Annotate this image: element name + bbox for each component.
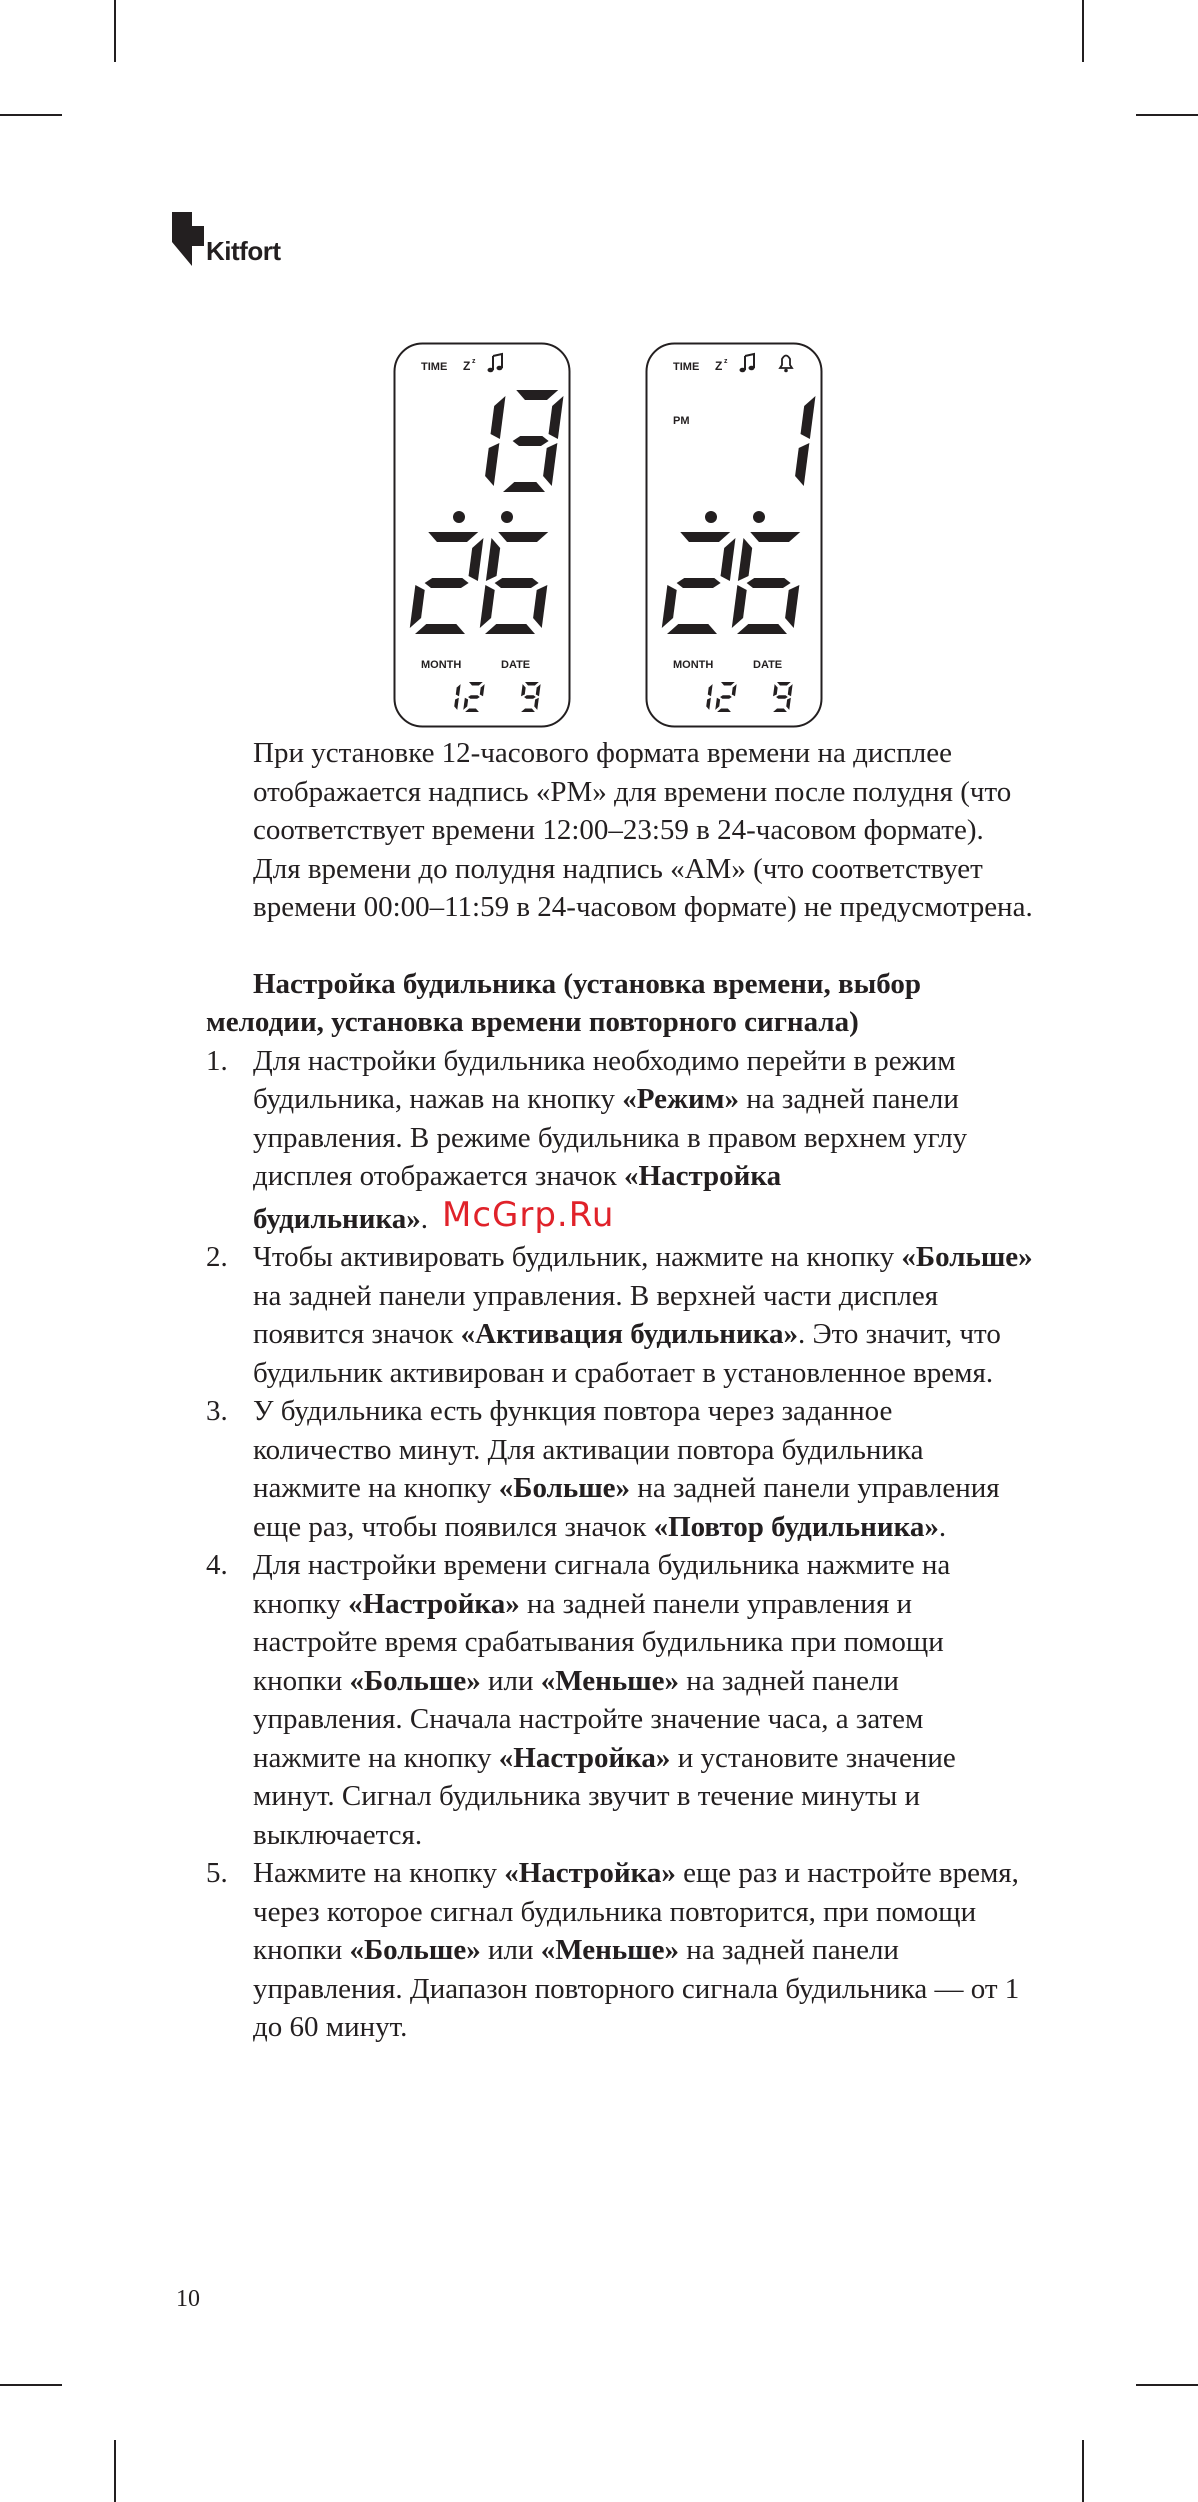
kitfort-logo-icon (170, 208, 210, 270)
item-number: 5. (206, 1857, 228, 1889)
list-item (206, 1042, 1034, 1239)
crop-mark (1136, 2384, 1198, 2386)
list-item (206, 1854, 1034, 2047)
item-text: У будильника есть функция повтора через заданное количество минут. Для активации повтора будильника нажмите на кнопку «Больше» на задней панели управления еще раз, чтобы появился значок «Повтор будильника». (253, 1395, 1000, 1543)
logo-text: Kitfort (206, 236, 281, 266)
sleep-zz-icon: Z (715, 359, 723, 373)
item-number: 4. (206, 1549, 228, 1581)
sleep-zz-icon: Z (463, 359, 471, 373)
item-text: Нажмите на кнопку «Настройка» еще раз и настройте время, через которое сигнал будильника повторится, при помощи кнопки «Больше» или «Меньше» на задней панели управления. Диапазон повторного сигнала будильника — от 1 до 60 минут. (253, 1857, 1020, 2043)
page-number: 10 (176, 2286, 200, 2312)
crop-mark (114, 0, 116, 62)
crop-mark (0, 114, 62, 116)
time-label: TIME (421, 361, 448, 373)
section-heading: Настройка будильника (установка времени, выбор мелодии, установка времени повторного сигнала) (206, 967, 922, 1038)
pm-indicator: PM (673, 415, 690, 427)
colon-dot (753, 511, 765, 523)
item-number: 2. (206, 1241, 228, 1273)
sleep-zz-icon: z (724, 358, 728, 365)
crop-mark (0, 2384, 62, 2386)
time-label: TIME (673, 361, 700, 373)
colon-dot (501, 511, 513, 523)
colon-dot (705, 511, 717, 523)
steps-list (206, 1042, 1034, 2047)
month-label: MONTH (421, 659, 462, 671)
item-number: 3. (206, 1395, 228, 1427)
crop-mark (1082, 2440, 1084, 2502)
item-number: 1. (206, 1044, 228, 1077)
sleep-zz-icon: z (472, 358, 476, 365)
list-item (206, 1238, 1034, 1392)
date-label: DATE (753, 659, 783, 671)
item-text: Для настройки времени сигнала будильника нажмите на кнопку «Настройка» на задней панели управления и настройте время срабатывания будильника при помощи кнопки «Больше» или «Меньше» на задней панели управления. Сначала настройте значение часа, а затем нажмите на кнопку «Настройка» и установите значение минут. Сигнал будильника звучит в течение минуты и выключается. (253, 1549, 956, 1851)
lcd-display-24h (393, 342, 571, 728)
lcd-display-12h-pm (645, 342, 823, 728)
month-label: MONTH (673, 659, 714, 671)
watermark-text: McGrp.Ru (442, 1194, 615, 1235)
item-text: Чтобы активировать будильник, нажмите на кнопку «Больше» на задней панели управления. В верхней части дисплея появится значок «Активация будильника». Это значит, что будильник активирован и сработает в установленное время. (253, 1241, 1033, 1389)
intro-paragraph: При установке 12-часового формата времени на дисплее отображается надпись «PM» для времени после полудня (что соответствует времени 12:00–23:59 в 24-часовом формате). Для времени до полудня надпись «AM» (что соответствует времени 00:00–11:59 в 24-часовом формате) не предусмотрена. (253, 737, 1033, 923)
date-label: DATE (501, 659, 531, 671)
crop-mark (1082, 0, 1084, 62)
crop-mark (1136, 114, 1198, 116)
list-item (206, 1392, 1034, 1546)
colon-dot (453, 511, 465, 523)
item-text: Для настройки будильника необходимо перейти в режим будильника, нажав на кнопку «Режим» на задней панели управления. В режиме будильника в правом верхнем углу дисплея отображается значок «Настройка будильника». (253, 1044, 968, 1235)
crop-mark (114, 2440, 116, 2502)
list-item (206, 1546, 1034, 1854)
instructions-text (206, 734, 1034, 2047)
